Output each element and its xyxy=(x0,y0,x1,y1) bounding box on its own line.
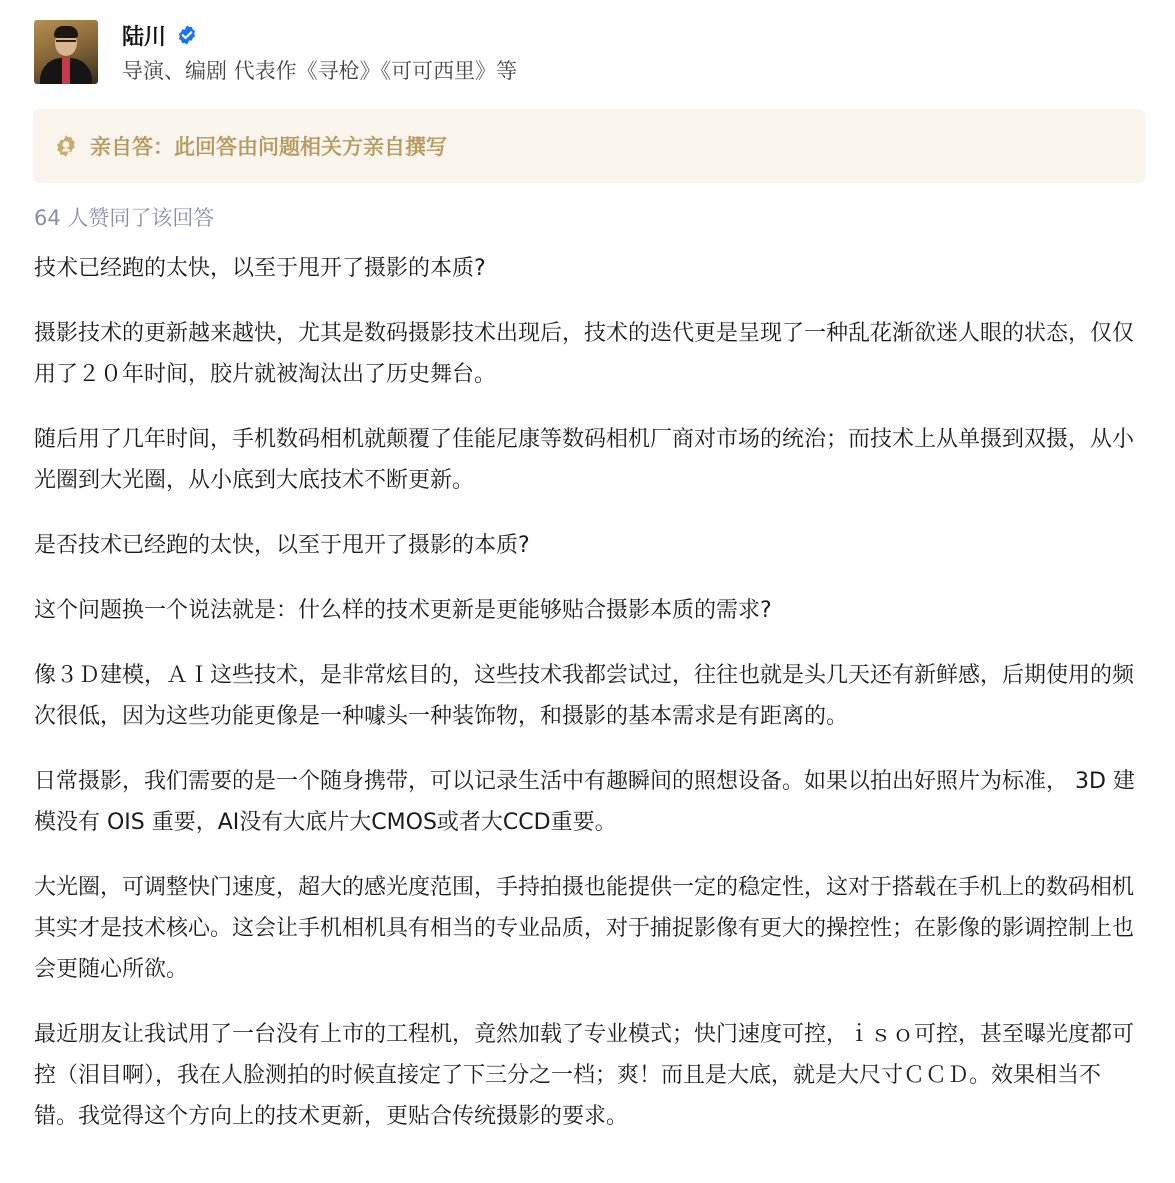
paragraph: 技术已经跑的太快，以至于甩开了摄影的本质? xyxy=(34,256,486,281)
author-answer-notice xyxy=(33,109,1145,183)
author-name-row xyxy=(122,21,517,49)
paragraph: 最近朋友让我试用了一台没有上市的工程机，竟然加载了专业模式；快门速度可控，ｉｓｏ可控，甚至曝光度都可控（泪目啊），我在人脸测拍的时候直接定了下三分之一档；爽！而且是大底，就是大尺寸ＣＣＤ。效果相当不错。我觉得这个方向上的技术更新，更贴合传统摄影的要求。 xyxy=(34,1022,1135,1129)
avatar[interactable] xyxy=(34,20,98,84)
author-name[interactable]: 陆川 xyxy=(122,24,167,50)
author-answer-icon xyxy=(54,134,78,158)
notice-text: 亲自答：此回答由问题相关方亲自撰写 xyxy=(90,135,447,159)
answer-content xyxy=(34,248,1144,1161)
verified-badge-icon xyxy=(176,24,198,46)
author-card xyxy=(34,20,517,84)
paragraph: 大光圈，可调整快门速度，超大的感光度范围，手持拍摄也能提供一定的稳定性，这对于搭载在手机上的数码相机其实才是技术核心。这会让手机相机具有相当的专业品质，对于捕捉影像有更大的操控性；在影像的影调控制上也会更随心所欲。 xyxy=(34,875,1135,982)
paragraph: 日常摄影，我们需要的是一个随身携带，可以记录生活中有趣瞬间的照想设备。如果以拍出好照片为标准， 3D 建模没有 OIS 重要，AI没有大底片大CMOS或者大CCD重要。 xyxy=(34,769,1135,835)
author-info xyxy=(122,21,517,85)
paragraph: 是否技术已经跑的太快，以至于甩开了摄影的本质? xyxy=(34,533,530,558)
author-headline: 导演、编剧 代表作《寻枪》《可可西里》等 xyxy=(122,59,518,83)
vote-count[interactable]: 64 人赞同了该回答 xyxy=(34,206,215,230)
paragraph: 随后用了几年时间，手机数码相机就颠覆了佳能尼康等数码相机厂商对市场的统治；而技术上从单摄到双摄，从小光圈到大光圈，从小底到大底技术不断更新。 xyxy=(34,427,1135,493)
paragraph: 摄影技术的更新越来越快，尤其是数码摄影技术出现后，技术的迭代更是呈现了一种乱花渐欲迷人眼的状态，仅仅用了２０年时间，胶片就被淘汰出了历史舞台。 xyxy=(34,321,1135,387)
paragraph: 这个问题换一个说法就是：什么样的技术更新是更能够贴合摄影本质的需求? xyxy=(34,598,772,623)
paragraph: 像３Ｄ建模，ＡＩ这些技术，是非常炫目的，这些技术我都尝试过，往往也就是头几天还有新鲜感，后期使用的频次很低，因为这些功能更像是一种噱头一种装饰物，和摄影的基本需求是有距离的。 xyxy=(34,663,1135,729)
